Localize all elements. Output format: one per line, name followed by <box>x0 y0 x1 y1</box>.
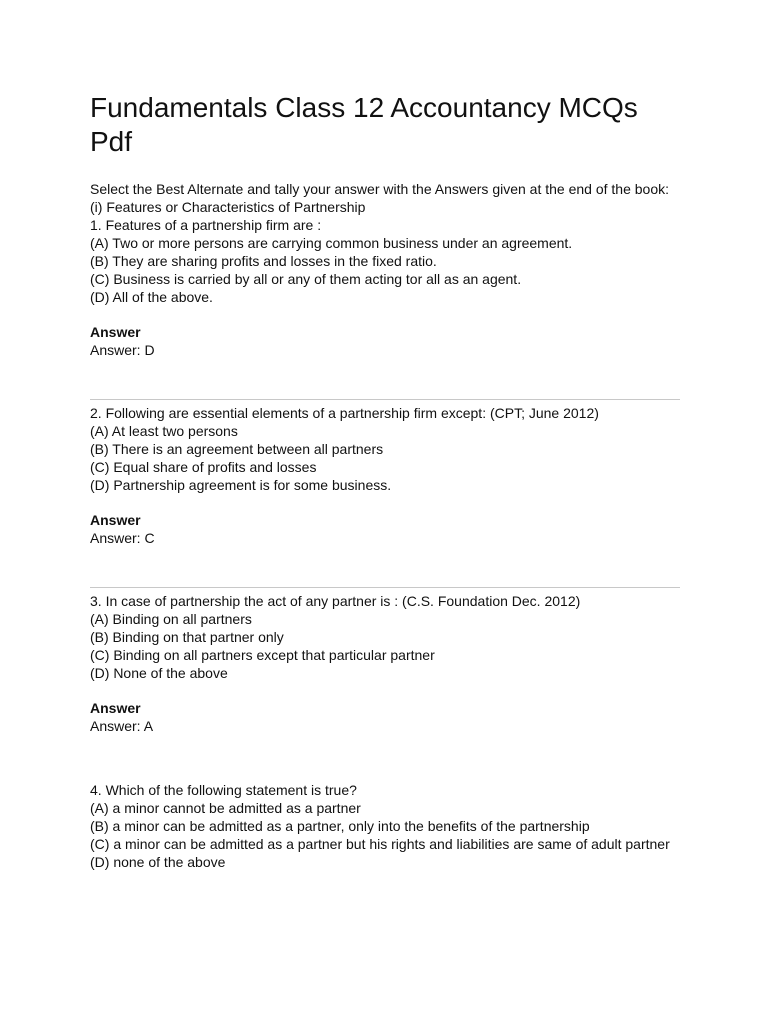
option-d: (D) none of the above <box>90 854 226 870</box>
question-block-2 <box>90 404 680 547</box>
option-b: (B) Binding on that partner only <box>90 629 284 645</box>
answer-block <box>90 511 680 547</box>
question-text: 2. Following are essential elements of a partnership firm except: (CPT; June 2012) <box>90 405 599 421</box>
option-b: (B) a minor can be admitted as a partner, only into the benefits of the partnership <box>90 818 590 834</box>
option-d: (D) Partnership agreement is for some business. <box>90 477 392 493</box>
option-a: (A) Binding on all partners <box>90 611 252 627</box>
document-page <box>90 0 680 871</box>
option-b: (B) There is an agreement between all partners <box>90 441 384 457</box>
answer-heading: Answer <box>90 512 141 528</box>
answer-heading: Answer <box>90 700 141 716</box>
question-block-4 <box>90 781 680 871</box>
option-c: (C) Business is carried by all or any of them acting tor all as an agent. <box>90 271 522 287</box>
question-text: 1. Features of a partnership firm are : <box>90 217 322 233</box>
option-a: (A) At least two persons <box>90 423 238 439</box>
answer-text: Answer: A <box>90 718 154 734</box>
question-block-1 <box>90 216 680 359</box>
question-text: 3. In case of partnership the act of any partner is : (C.S. Foundation Dec. 2012) <box>90 593 581 609</box>
option-c: (C) Binding on all partners except that particular partner <box>90 647 435 663</box>
divider <box>90 399 680 400</box>
answer-text: Answer: C <box>90 530 155 546</box>
answer-heading: Answer <box>90 324 141 340</box>
option-c: (C) Equal share of profits and losses <box>90 459 317 475</box>
option-a: (A) a minor cannot be admitted as a partner <box>90 800 361 816</box>
question-text: 4. Which of the following statement is true? <box>90 782 357 798</box>
section-heading: (i) Features or Characteristics of Partnership <box>90 199 366 215</box>
question-block-3 <box>90 592 680 735</box>
option-c: (C) a minor can be admitted as a partner but his rights and liabilities are same of adult partner <box>90 836 670 852</box>
option-b: (B) They are sharing profits and losses in the fixed ratio. <box>90 253 437 269</box>
intro-text <box>90 180 680 216</box>
answer-text: Answer: D <box>90 342 155 358</box>
intro-line: Select the Best Alternate and tally your answer with the Answers given at the end of the book: <box>90 181 670 197</box>
divider <box>90 587 680 588</box>
option-d: (D) None of the above <box>90 665 228 681</box>
answer-block <box>90 699 680 735</box>
page-title: Fundamentals Class 12 Accountancy MCQs Pdf <box>90 92 638 157</box>
answer-block <box>90 323 680 359</box>
option-d: (D) All of the above. <box>90 289 213 305</box>
option-a: (A) Two or more persons are carrying common business under an agreement. <box>90 235 573 251</box>
